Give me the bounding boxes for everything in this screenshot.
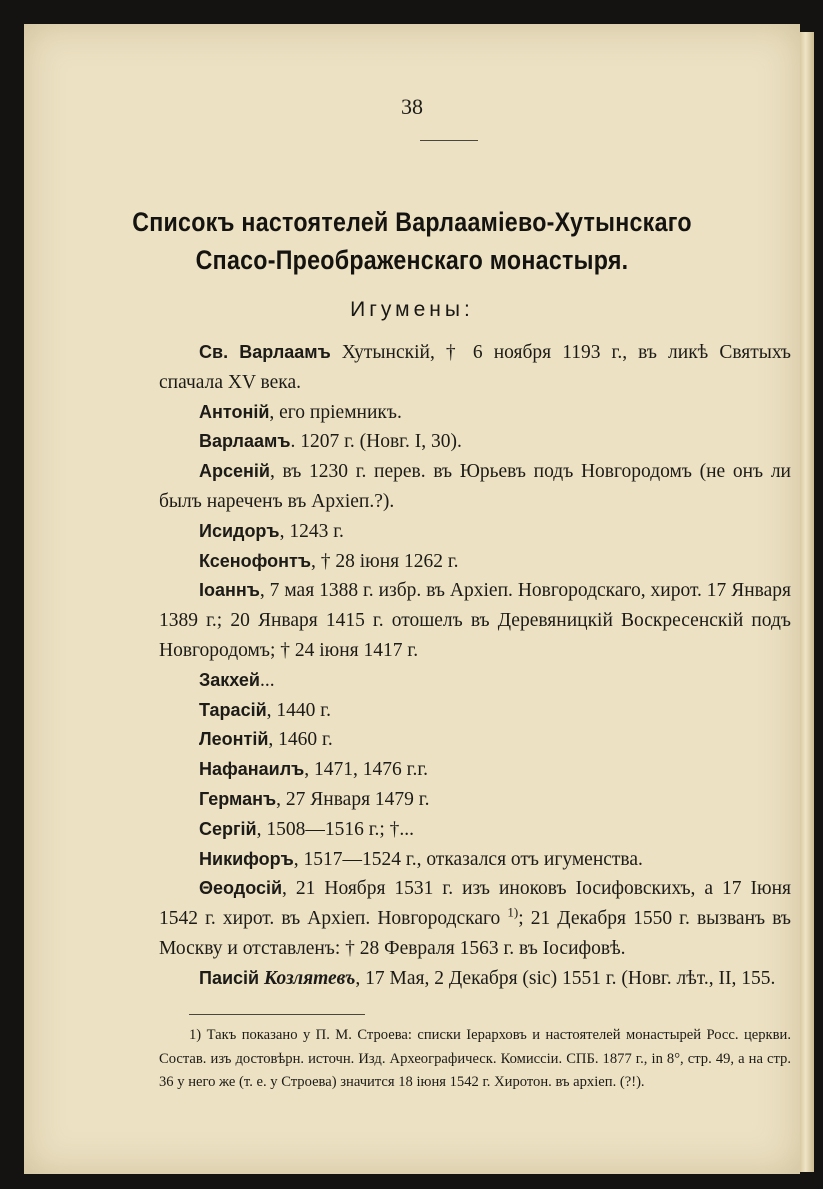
list-item bbox=[159, 785, 791, 815]
abbot-details: . 1207 г. (Новг. I, 30). bbox=[290, 431, 462, 453]
list-item bbox=[159, 696, 791, 726]
abbot-name: Св. Варлаамъ bbox=[199, 342, 331, 362]
list-item bbox=[159, 338, 791, 398]
list-item-feodosiy bbox=[159, 874, 791, 963]
abbot-name: Варлаамъ bbox=[199, 431, 291, 452]
abbot-details: , † 28 іюня 1262 г. bbox=[310, 550, 459, 572]
list-item bbox=[159, 517, 791, 547]
list-item bbox=[159, 845, 791, 875]
abbot-name: Германъ bbox=[199, 788, 277, 809]
abbot-details-continued: ; 21 Декабря 1550 г. вызванъ въ Москву и отставленъ: † 28 Февраля 1563 г. въ Іосифовѣ. bbox=[159, 908, 792, 959]
abbot-name: Арсеній bbox=[199, 461, 270, 482]
abbot-details: , 7 мая 1388 г. избр. въ Архіеп. Новгородскаго, хирот. 17 Января 1389 г.; 20 Января 1415 г. отошелъ въ Деревяницкій Воскресенскій подъ Новгородомъ; † 24 іюня 1417 г. bbox=[159, 580, 791, 661]
abbot-name: Исидоръ bbox=[199, 520, 280, 541]
abbot-name: Ксенофонтъ bbox=[199, 550, 311, 571]
list-item bbox=[159, 576, 791, 665]
list-item bbox=[159, 666, 791, 696]
abbot-details: , 21 Ноября 1531 г. изъ иноковъ Іосифовскихъ, а 17 Іюня 1542 г. хирот. въ Архіеп. Новгородскаго bbox=[159, 878, 791, 930]
list-item bbox=[159, 427, 791, 457]
abbot-surname: Козлятевъ bbox=[263, 967, 356, 989]
abbot-details: , 1471, 1476 г.г. bbox=[304, 759, 429, 781]
abbot-name: Закхей bbox=[199, 669, 260, 690]
footnote-divider bbox=[189, 1014, 365, 1015]
abbot-name: Никифоръ bbox=[199, 848, 294, 869]
page-number: 38 bbox=[401, 94, 423, 119]
title-line-1: Списокъ настоятелей Варлаамiево-Хутынскаго bbox=[132, 207, 692, 237]
list-item bbox=[159, 755, 791, 785]
abbot-details: , въ 1230 г. перев. въ Юрьевъ подъ Новгородомъ (не онъ ли былъ нареченъ въ Архіеп.?). bbox=[159, 461, 791, 512]
list-item bbox=[159, 725, 791, 755]
abbot-details: , 17 Мая, 2 Декабря (sic) 1551 г. (Новг. лѣт., II, 155. bbox=[355, 967, 776, 989]
page-number-rule bbox=[420, 140, 478, 141]
abbot-name: Антоній bbox=[199, 401, 270, 422]
abbot-name: Іоаннъ bbox=[199, 580, 260, 601]
abbot-name: Паисій bbox=[199, 967, 260, 988]
abbot-name: Сергій bbox=[199, 818, 257, 839]
list-item bbox=[159, 547, 791, 577]
page-edge bbox=[800, 32, 814, 1172]
abbot-details: , его пріемникъ. bbox=[269, 401, 402, 423]
abbot-details: Хутынскій, † 6 ноября 1193 г., въ ликѣ Святыхъ спачала XV века. bbox=[159, 342, 791, 393]
abbot-name: Θеодосій bbox=[199, 878, 283, 899]
abbots-list bbox=[159, 338, 791, 994]
abbot-details: , 1517—1524 г., отказался отъ игуменства. bbox=[293, 848, 643, 870]
footnote-mark: 1) bbox=[189, 1027, 202, 1043]
abbot-details: , 27 Января 1479 г. bbox=[276, 788, 430, 810]
section-heading: Игумены: bbox=[350, 298, 474, 321]
list-item-paisiy bbox=[159, 964, 791, 994]
abbot-name: Нафанаилъ bbox=[199, 759, 305, 780]
abbot-details: , 1440 г. bbox=[266, 699, 331, 721]
footnote bbox=[159, 1024, 791, 1095]
footnote-text: Такъ показано у П. М. Строева: списки Іерарховъ и настоятелей монастырей Росс. церкви. Состав. изъ достовѣрн. источн. Изд. Археографическ. Комиссіи. СПБ. 1877 г., in 8°, стр. 49, а на стр. 36 у него же (т. е. у Строева) значится 18 іюня 1542 г. Хиротон. въ архіеп. (?!). bbox=[159, 1027, 791, 1090]
book-page bbox=[24, 24, 800, 1174]
abbot-details: ... bbox=[259, 669, 275, 691]
abbot-name: Леонтій bbox=[199, 729, 269, 750]
list-item bbox=[159, 815, 791, 845]
list-item bbox=[159, 457, 791, 517]
abbot-details: , 1508—1516 г.; †... bbox=[256, 818, 415, 840]
abbot-name: Тарасій bbox=[199, 699, 267, 720]
abbot-details: , 1460 г. bbox=[268, 729, 333, 751]
footnote-reference[interactable]: 1) bbox=[507, 904, 519, 920]
abbot-details: , 1243 г. bbox=[279, 520, 344, 542]
title-line-2: Спасо-Преображенскаго монастыря. bbox=[195, 245, 629, 275]
list-item bbox=[159, 398, 791, 428]
